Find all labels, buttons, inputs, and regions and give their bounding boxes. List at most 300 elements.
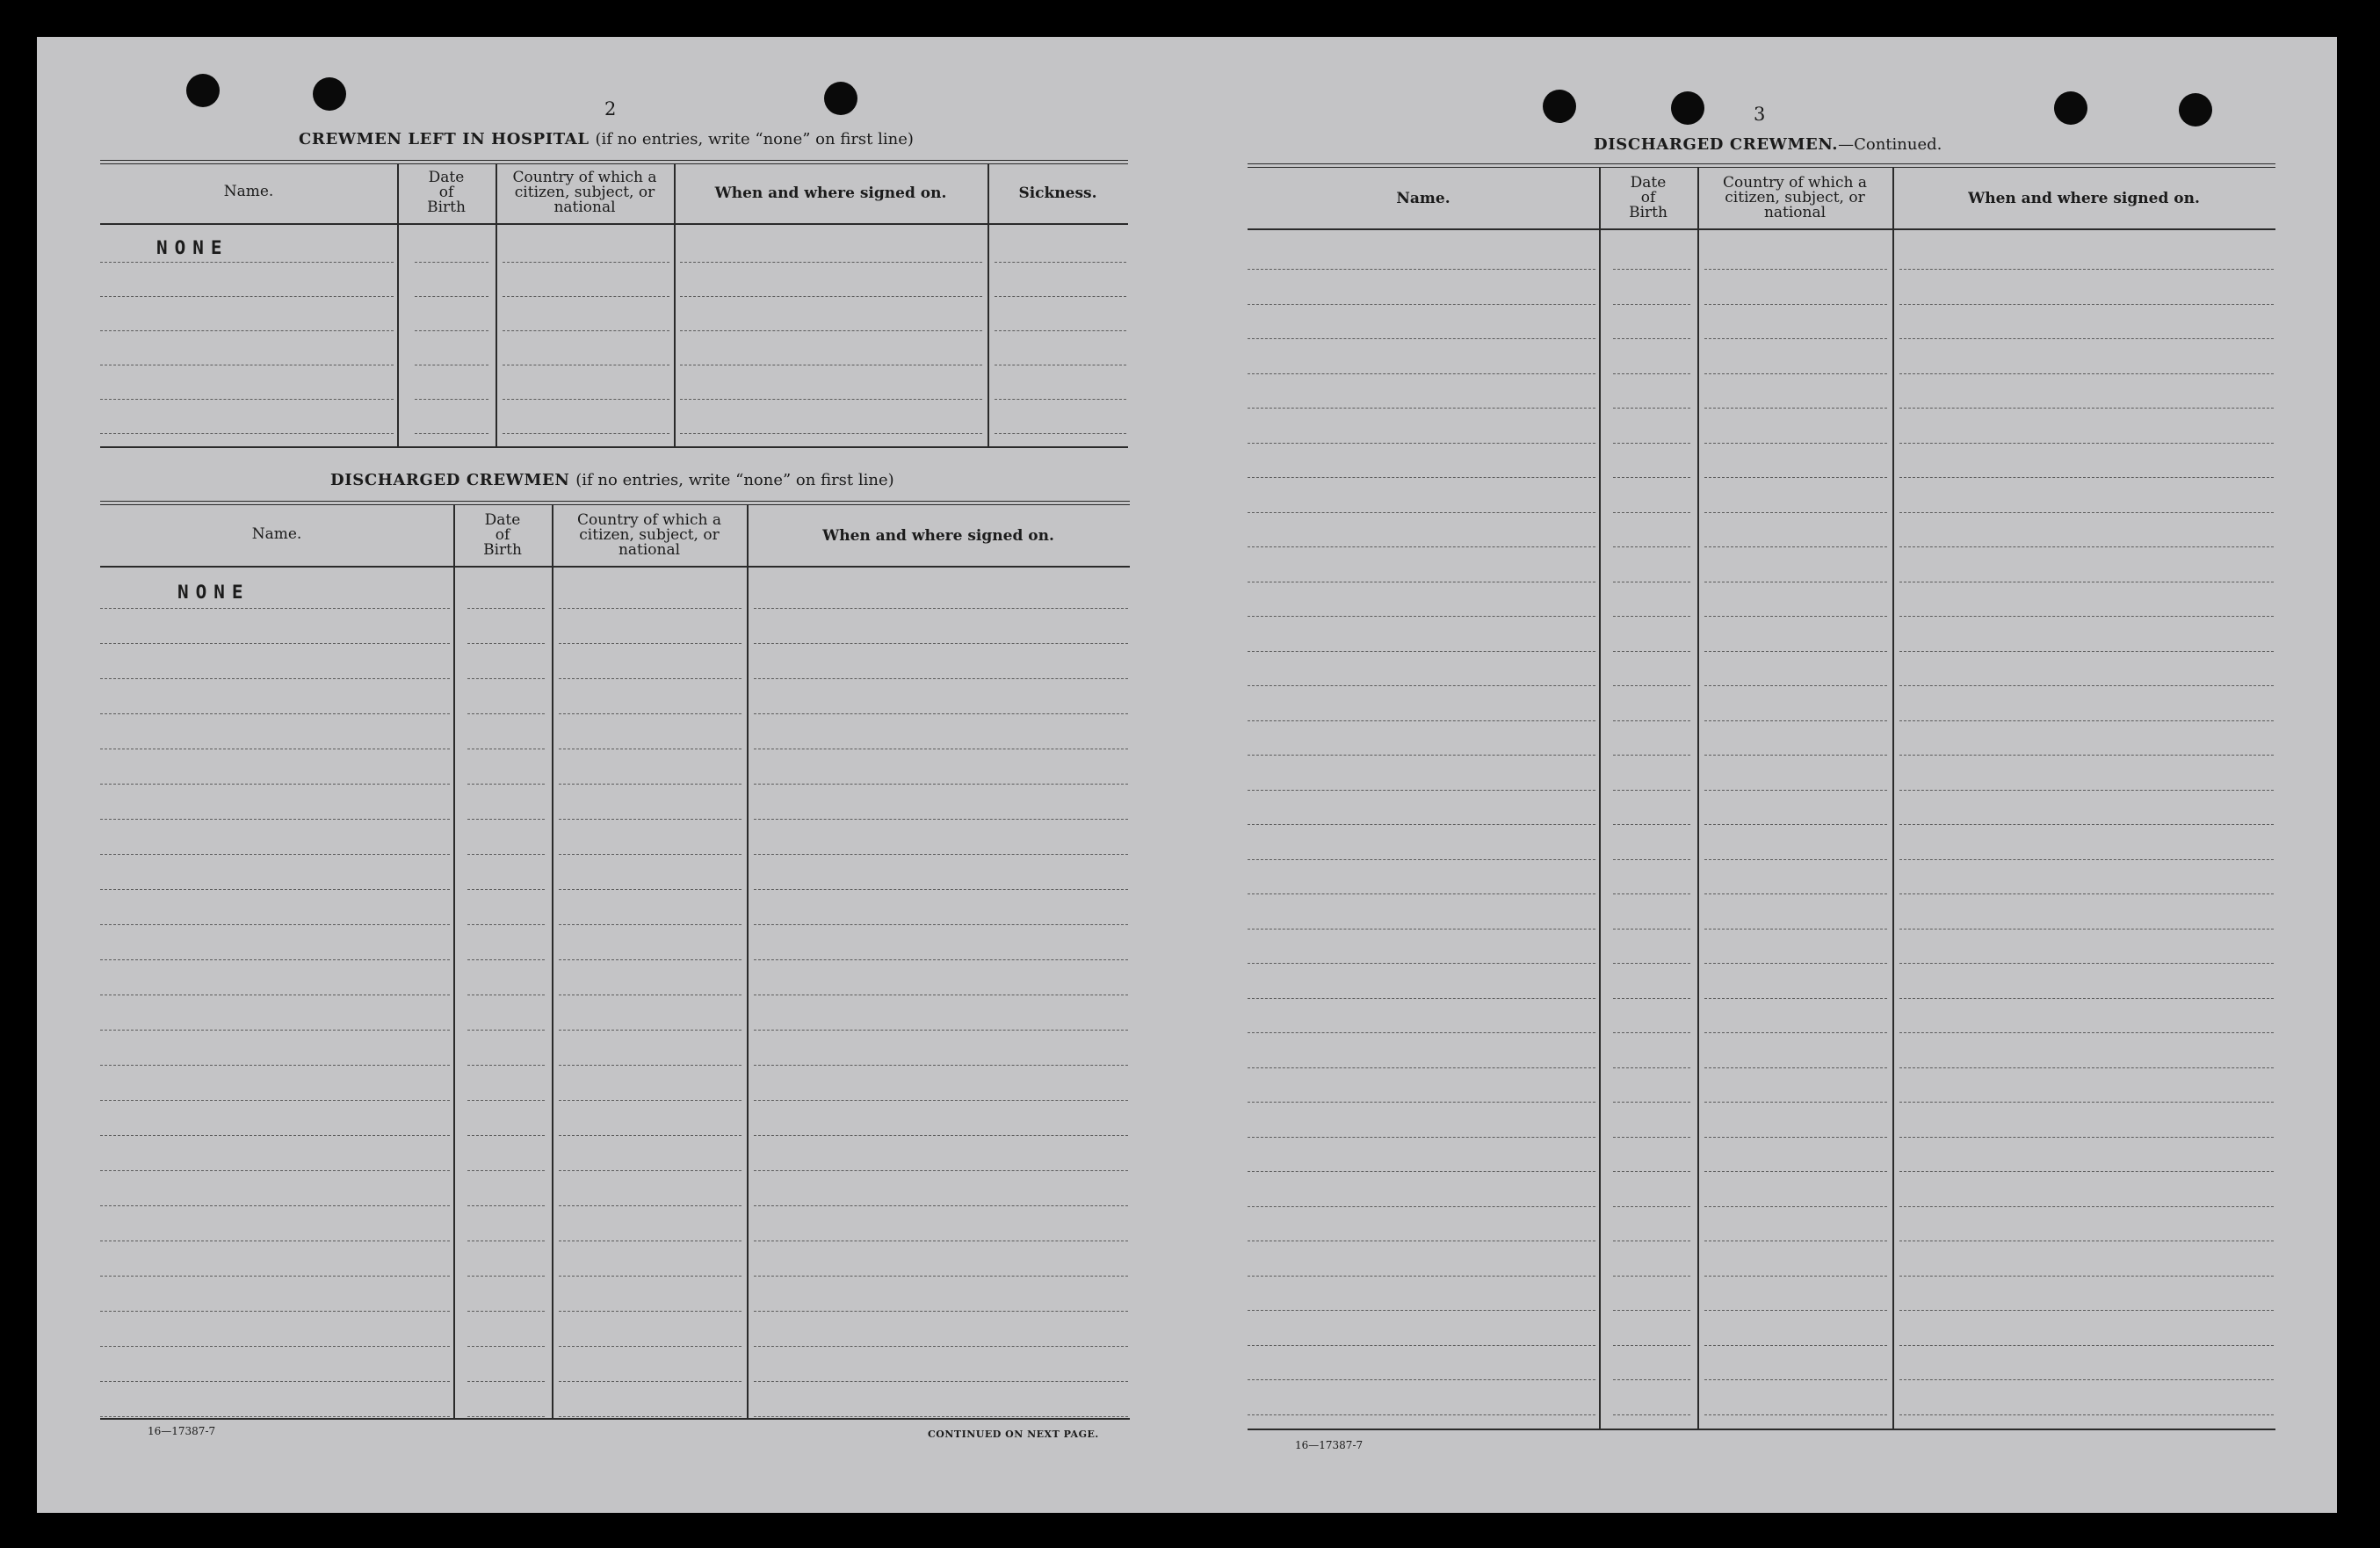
ruled-line xyxy=(467,1311,545,1312)
ruled-line xyxy=(1899,998,2274,999)
ruled-line xyxy=(1613,1345,1690,1346)
ruled-line xyxy=(1248,1414,1595,1415)
ruled-line xyxy=(1248,338,1595,339)
ruled-line xyxy=(100,296,394,297)
ruled-line xyxy=(1248,512,1595,513)
ruled-line xyxy=(1899,755,2274,756)
ruled-line xyxy=(100,1135,450,1136)
ruled-line xyxy=(1899,338,2274,339)
ruled-line xyxy=(1248,1032,1595,1033)
punch-hole xyxy=(2054,91,2087,125)
ruled-line xyxy=(100,819,450,820)
ruled-line xyxy=(1899,546,2274,547)
ruled-line xyxy=(1899,512,2274,513)
ruled-line xyxy=(559,643,741,644)
ruled-line xyxy=(100,854,450,855)
ruled-line xyxy=(467,784,545,785)
ruled-line xyxy=(1704,1137,1887,1138)
ruled-line xyxy=(754,889,1128,890)
ruled-line xyxy=(1899,824,2274,825)
ruled-line xyxy=(1704,790,1887,791)
ruled-line xyxy=(1248,755,1595,756)
page-number: 3 xyxy=(1754,104,1766,125)
ruled-line xyxy=(1613,1310,1690,1311)
ruled-line xyxy=(467,959,545,960)
discharged-col-dob-line: Birth xyxy=(483,541,522,559)
ruled-line xyxy=(1704,408,1887,409)
ruled-line xyxy=(1248,1345,1595,1346)
ruled-line xyxy=(1704,1276,1887,1277)
ruled-line xyxy=(100,262,394,263)
hospital-col-when-where: When and where signed on. xyxy=(714,184,947,202)
ruled-line xyxy=(754,1030,1128,1031)
ruled-line xyxy=(1899,859,2274,860)
ruled-line xyxy=(1248,790,1595,791)
ruled-line xyxy=(1613,1276,1690,1277)
punch-hole xyxy=(1543,90,1576,123)
ruled-line xyxy=(467,1170,545,1171)
ruled-line xyxy=(1899,408,2274,409)
hospital-col-country xyxy=(496,170,674,215)
ruled-line xyxy=(1248,1137,1595,1138)
ruled-line xyxy=(680,399,982,400)
continued-suffix: —Continued. xyxy=(1838,135,1942,154)
punch-hole xyxy=(824,82,857,115)
ruled-line xyxy=(1899,443,2274,444)
ruled-line xyxy=(1704,1310,1887,1311)
page-number: 2 xyxy=(604,98,617,119)
ruled-line xyxy=(1613,477,1690,478)
ruled-line xyxy=(1899,685,2274,686)
discharged-bottom-rule xyxy=(100,1418,1130,1420)
ruled-line xyxy=(1248,929,1595,930)
ruled-line xyxy=(100,1030,450,1031)
right-col-country-line: national xyxy=(1763,204,1827,221)
ruled-line xyxy=(100,1276,450,1277)
ruled-line xyxy=(559,1381,741,1382)
ruled-line xyxy=(100,608,450,609)
ruled-line xyxy=(1613,824,1690,825)
ruled-line xyxy=(1613,304,1690,305)
ruled-line xyxy=(100,1065,450,1066)
ruled-line xyxy=(100,643,450,644)
ruled-line xyxy=(680,433,982,434)
ruled-line xyxy=(754,1416,1128,1417)
hospital-bottom-rule xyxy=(100,446,1128,448)
left-page xyxy=(37,37,1198,1513)
punch-hole xyxy=(186,74,220,107)
ruled-line xyxy=(1899,1102,2274,1103)
ruled-line xyxy=(995,399,1126,400)
ruled-line xyxy=(503,433,669,434)
ruled-line xyxy=(467,1030,545,1031)
ruled-line xyxy=(100,678,450,679)
right-col-country-line: citizen, subject, or xyxy=(1725,189,1865,206)
ruled-line xyxy=(1704,1345,1887,1346)
ruled-line xyxy=(467,1381,545,1382)
ruled-line xyxy=(754,1276,1128,1277)
ruled-line xyxy=(559,924,741,925)
discharged-section-title xyxy=(330,471,894,489)
ruled-line xyxy=(100,889,450,890)
ruled-line xyxy=(1613,1067,1690,1068)
discharged-continued-title xyxy=(1594,135,1942,154)
ruled-line xyxy=(1248,304,1595,305)
ruled-line xyxy=(1248,477,1595,478)
ruled-line xyxy=(754,1205,1128,1206)
ruled-line xyxy=(1704,338,1887,339)
ruled-line xyxy=(754,1381,1128,1382)
ruled-line xyxy=(1704,1379,1887,1380)
ruled-line xyxy=(995,330,1126,331)
ruled-line xyxy=(1704,1171,1887,1172)
discharged-col-dob-line: Date xyxy=(484,511,521,529)
ruled-line xyxy=(1704,651,1887,652)
ruled-line xyxy=(1899,929,2274,930)
ruled-line xyxy=(1248,1102,1595,1103)
ruled-line xyxy=(415,399,488,400)
ruled-line xyxy=(100,1381,450,1382)
discharged-col-country-line: national xyxy=(618,541,681,559)
ruled-line xyxy=(467,1346,545,1347)
ruled-line xyxy=(503,399,669,400)
ruled-line xyxy=(754,1065,1128,1066)
ruled-line xyxy=(1613,373,1690,374)
ruled-line xyxy=(559,1311,741,1312)
ruled-line xyxy=(559,1170,741,1171)
ruled-line xyxy=(100,1416,450,1417)
ruled-line xyxy=(1248,651,1595,652)
right-page xyxy=(1198,37,2337,1513)
ruled-line xyxy=(680,296,982,297)
ruled-line xyxy=(754,819,1128,820)
hospital-entry-none: NONE xyxy=(156,237,229,258)
ruled-line xyxy=(1613,929,1690,930)
ruled-line xyxy=(1248,1171,1595,1172)
ruled-line xyxy=(415,262,488,263)
discharged-col-when-where: When and where signed on. xyxy=(822,527,1054,545)
ruled-line xyxy=(1613,546,1690,547)
ruled-line xyxy=(559,1030,741,1031)
ruled-line xyxy=(680,330,982,331)
right-header-rule xyxy=(1248,228,2275,230)
discharged-entry-none: NONE xyxy=(177,582,250,603)
ruled-line xyxy=(467,854,545,855)
ruled-line xyxy=(1613,1171,1690,1172)
ruled-line xyxy=(559,959,741,960)
ruled-line xyxy=(100,959,450,960)
ruled-line xyxy=(100,713,450,714)
discharged-col-divider xyxy=(747,504,749,1418)
discharged-col-country-line: Country of which a xyxy=(577,511,721,529)
right-col-when-where: When and where signed on. xyxy=(1968,190,2200,207)
ruled-line xyxy=(100,330,394,331)
ruled-line xyxy=(1899,304,2274,305)
ruled-line xyxy=(1899,1379,2274,1380)
right-col-country xyxy=(1697,176,1892,221)
ruled-line xyxy=(1704,893,1887,894)
ruled-line xyxy=(754,1346,1128,1347)
ruled-line xyxy=(1899,1310,2274,1311)
ruled-line xyxy=(1248,720,1595,721)
ruled-line xyxy=(754,608,1128,609)
ruled-line xyxy=(467,1205,545,1206)
ruled-line xyxy=(1704,963,1887,964)
ruled-line xyxy=(1248,893,1595,894)
ruled-line xyxy=(1899,269,2274,270)
punch-hole xyxy=(1671,91,1704,125)
ruled-line xyxy=(1899,893,2274,894)
ruled-line xyxy=(1899,1137,2274,1138)
hospital-instruction: (if no entries, write “none” on first line) xyxy=(595,130,914,148)
ruled-line xyxy=(1248,443,1595,444)
ruled-line xyxy=(559,678,741,679)
ruled-line xyxy=(1704,512,1887,513)
ruled-line xyxy=(467,1065,545,1066)
right-bottom-rule xyxy=(1248,1429,2275,1430)
right-col-divider xyxy=(1697,167,1699,1429)
discharged-col-country xyxy=(552,513,747,558)
ruled-line xyxy=(559,889,741,890)
ruled-line xyxy=(100,1311,450,1312)
ruled-line xyxy=(995,262,1126,263)
ruled-line xyxy=(1899,616,2274,617)
discharged-col-country-line: citizen, subject, or xyxy=(579,526,720,544)
discharged-col-divider xyxy=(453,504,455,1418)
ruled-line xyxy=(1704,998,1887,999)
ruled-line xyxy=(754,643,1128,644)
ruled-line xyxy=(1613,790,1690,791)
ruled-line xyxy=(559,608,741,609)
ruled-line xyxy=(1899,1414,2274,1415)
ruled-line xyxy=(1899,477,2274,478)
ruled-line xyxy=(1899,720,2274,721)
ruled-line xyxy=(467,713,545,714)
right-col-divider xyxy=(1599,167,1601,1429)
hospital-title-text: CREWMEN LEFT IN HOSPITAL xyxy=(299,130,590,148)
ruled-line xyxy=(754,854,1128,855)
ruled-line xyxy=(559,1205,741,1206)
ruled-line xyxy=(100,1346,450,1347)
form-number: 16—17387-7 xyxy=(148,1425,216,1437)
ruled-line xyxy=(754,959,1128,960)
ruled-line xyxy=(1899,373,2274,374)
ruled-line xyxy=(1613,720,1690,721)
ruled-line xyxy=(754,678,1128,679)
ruled-line xyxy=(1704,1414,1887,1415)
hospital-col-name: Name. xyxy=(223,183,274,200)
ruled-line xyxy=(467,819,545,820)
ruled-line xyxy=(1613,616,1690,617)
hospital-col-dob-line: of xyxy=(438,184,454,201)
hospital-col-dob-line: Date xyxy=(428,169,465,186)
ruled-line xyxy=(680,262,982,263)
hospital-top-rule xyxy=(100,160,1128,164)
ruled-line xyxy=(995,296,1126,297)
ruled-line xyxy=(467,924,545,925)
ruled-line xyxy=(467,643,545,644)
ruled-line xyxy=(559,1416,741,1417)
ruled-line xyxy=(1248,824,1595,825)
discharged-col-dob xyxy=(453,513,552,558)
form-number: 16—17387-7 xyxy=(1295,1439,1364,1451)
ruled-line xyxy=(1248,408,1595,409)
ruled-line xyxy=(1613,893,1690,894)
ruled-line xyxy=(1613,1032,1690,1033)
ruled-line xyxy=(1899,1171,2274,1172)
ruled-line xyxy=(100,784,450,785)
right-col-name: Name. xyxy=(1396,190,1450,207)
ruled-line xyxy=(559,1100,741,1101)
ruled-line xyxy=(559,1276,741,1277)
ruled-line xyxy=(1613,1414,1690,1415)
ruled-line xyxy=(995,433,1126,434)
ruled-line xyxy=(1613,651,1690,652)
ruled-line xyxy=(467,1276,545,1277)
ruled-line xyxy=(1613,859,1690,860)
ruled-line xyxy=(1899,1276,2274,1277)
ruled-line xyxy=(1899,1345,2274,1346)
ruled-line xyxy=(559,1135,741,1136)
punch-hole xyxy=(313,77,346,111)
ruled-line xyxy=(1899,1032,2274,1033)
hospital-col-dob-line: Birth xyxy=(427,199,466,216)
right-col-dob-line: Date xyxy=(1630,174,1667,192)
ruled-line xyxy=(1248,998,1595,999)
ruled-line xyxy=(1613,963,1690,964)
ruled-line xyxy=(1704,755,1887,756)
ruled-line xyxy=(1248,1379,1595,1380)
ruled-line xyxy=(1704,720,1887,721)
ruled-line xyxy=(467,889,545,890)
ruled-line xyxy=(1248,616,1595,617)
ruled-line xyxy=(559,713,741,714)
ruled-line xyxy=(1704,1032,1887,1033)
ruled-line xyxy=(754,1100,1128,1101)
ruled-line xyxy=(1613,1102,1690,1103)
ruled-line xyxy=(1613,1137,1690,1138)
ruled-line xyxy=(100,1205,450,1206)
ruled-line xyxy=(1248,963,1595,964)
hospital-col-country-line: citizen, subject, or xyxy=(514,184,655,201)
ruled-line xyxy=(1704,269,1887,270)
ruled-line xyxy=(1899,963,2274,964)
ruled-line xyxy=(100,433,394,434)
discharged-top-rule xyxy=(100,501,1130,505)
discharged-col-divider xyxy=(552,504,553,1418)
ruled-line xyxy=(559,784,741,785)
ruled-line xyxy=(754,713,1128,714)
ruled-line xyxy=(1613,338,1690,339)
ruled-line xyxy=(467,1135,545,1136)
right-col-dob xyxy=(1599,176,1697,221)
ruled-line xyxy=(1899,1067,2274,1068)
ruled-line xyxy=(1248,859,1595,860)
ruled-line xyxy=(1704,477,1887,478)
ruled-line xyxy=(1248,373,1595,374)
hospital-col-country-line: Country of which a xyxy=(512,169,657,186)
hospital-section-title xyxy=(299,130,914,148)
ruled-line xyxy=(467,1100,545,1101)
ruled-line xyxy=(559,1065,741,1066)
ruled-line xyxy=(1704,1102,1887,1103)
discharged-title-text: DISCHARGED CREWMEN xyxy=(330,471,570,489)
ruled-line xyxy=(467,608,545,609)
right-col-country-line: Country of which a xyxy=(1723,174,1867,192)
discharged-col-dob-line: of xyxy=(495,526,510,544)
ruled-line xyxy=(100,399,394,400)
discharged-col-name: Name. xyxy=(251,525,302,543)
hospital-col-dob xyxy=(397,170,496,215)
ruled-line xyxy=(1613,512,1690,513)
ruled-line xyxy=(1248,269,1595,270)
ruled-line xyxy=(100,1100,450,1101)
ruled-line xyxy=(1613,408,1690,409)
ruled-line xyxy=(1704,443,1887,444)
ruled-line xyxy=(1613,269,1690,270)
ruled-line xyxy=(559,854,741,855)
ruled-line xyxy=(559,1346,741,1347)
ruled-line xyxy=(1613,1379,1690,1380)
ruled-line xyxy=(1704,824,1887,825)
ruled-line xyxy=(754,924,1128,925)
ruled-line xyxy=(100,924,450,925)
ruled-line xyxy=(1248,685,1595,686)
ruled-line xyxy=(467,1416,545,1417)
ruled-line xyxy=(1704,304,1887,305)
ruled-line xyxy=(503,262,669,263)
discharged-header-rule xyxy=(100,566,1130,568)
ruled-line xyxy=(1899,651,2274,652)
ruled-line xyxy=(415,330,488,331)
ruled-line xyxy=(1248,1310,1595,1311)
ruled-line xyxy=(503,296,669,297)
ruled-line xyxy=(503,330,669,331)
ruled-line xyxy=(1704,546,1887,547)
ruled-line xyxy=(1704,859,1887,860)
ruled-line xyxy=(1613,685,1690,686)
hospital-col-country-line: national xyxy=(553,199,616,216)
right-top-rule xyxy=(1248,163,2275,168)
right-col-dob-line: of xyxy=(1640,189,1656,206)
ruled-line xyxy=(1704,929,1887,930)
punch-hole xyxy=(2179,93,2212,127)
ruled-line xyxy=(1248,1067,1595,1068)
hospital-col-sickness: Sickness. xyxy=(1018,184,1097,202)
hospital-col-divider xyxy=(674,163,676,446)
ruled-line xyxy=(1704,616,1887,617)
ruled-line xyxy=(1899,790,2274,791)
ruled-line xyxy=(1248,1276,1595,1277)
right-col-divider xyxy=(1892,167,1894,1429)
ruled-line xyxy=(1704,685,1887,686)
hospital-header-rule xyxy=(100,223,1128,225)
ruled-line xyxy=(754,1170,1128,1171)
ruled-line xyxy=(754,784,1128,785)
ruled-line xyxy=(1613,1206,1690,1207)
ruled-line xyxy=(1704,373,1887,374)
ruled-line xyxy=(415,296,488,297)
ruled-line xyxy=(1704,1206,1887,1207)
right-col-dob-line: Birth xyxy=(1629,204,1667,221)
ruled-line xyxy=(754,1311,1128,1312)
ruled-line xyxy=(1248,546,1595,547)
hospital-col-divider xyxy=(987,163,989,446)
ruled-line xyxy=(1899,1206,2274,1207)
ruled-line xyxy=(1613,443,1690,444)
continued-note: CONTINUED ON NEXT PAGE. xyxy=(928,1429,1099,1440)
discharged-continued-title-text: DISCHARGED CREWMEN. xyxy=(1594,135,1839,154)
